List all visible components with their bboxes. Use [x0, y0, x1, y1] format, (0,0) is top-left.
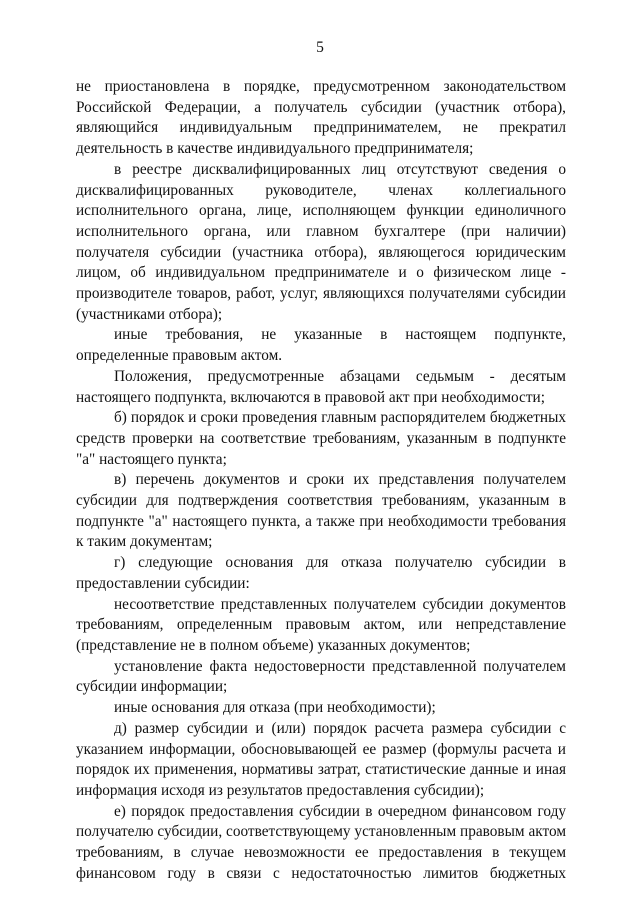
paragraph: не приостановлена в порядке, предусмотренном законодательством Российской Федерации, а получатель субсидии (участник отбора), являющийся индивидуальным предпринимателем, не прекратил деятельность в качестве индивидуального предпринимателя;: [76, 78, 566, 158]
paragraph: е) порядок предоставления субсидии в очередном финансовом году получателю субсидии, соответствующему установленным правовым актом требованиям, в случае невозможности ее предоставления в текущем финансовом году в связи с недостаточностью лимитов бюджетных: [76, 802, 566, 882]
paragraph: в реестре дисквалифицированных лиц отсутствуют сведения о дисквалифицированных руководителе, членах коллегиального исполнительного органа, лице, исполняющем функции единоличного исполнительного органа, или главном бухгалтере (при наличии) получателя субсидии (участника отбора), являющегося юридическим лицом, об индивидуальном предпринимателе и о физическом лице - производителе товаров, работ, услуг, являющихся получателями субсидии (участниками отбора);: [76, 160, 566, 323]
document-body: [76, 77, 566, 884]
paragraph: иные основания для отказа (при необходимости);: [114, 699, 436, 717]
paragraph: иные требования, не указанные в настоящем подпункте, определенные правовым актом.: [76, 326, 566, 365]
page-number: 5: [316, 39, 324, 56]
paragraph: установление факта недостоверности представленной получателем субсидии информации;: [76, 657, 566, 696]
paragraph: г) следующие основания для отказа получателю субсидии в предоставлении субсидии:: [76, 554, 566, 592]
paragraph: несоответствие представленных получателем субсидии документов требованиям, определенным правовым актом, или непредставление (представление не в полном объеме) указанных документов;: [76, 595, 566, 654]
paragraph: д) размер субсидии и (или) порядок расчета размера субсидии с указанием информации, обосновывающей ее размер (формулы расчета и порядок их применения, нормативы затрат, статистические данные и иная информация исходя из результатов предоставления субсидии);: [76, 719, 566, 799]
paragraph: Положения, предусмотренные абзацами седьмым - десятым настоящего подпункта, включаются в правовой акт при необходимости;: [76, 367, 566, 406]
paragraph: б) порядок и сроки проведения главным распорядителем бюджетных средств проверки на соответствие требованиям, указанным в подпункте "а" настоящего пункта;: [76, 409, 566, 468]
paragraph: в) перечень документов и сроки их представления получателем субсидии для подтверждения соответствия требованиям, указанным в подпункте "а" настоящего пункта, а также при необходимости требования к таким документам;: [76, 471, 566, 551]
